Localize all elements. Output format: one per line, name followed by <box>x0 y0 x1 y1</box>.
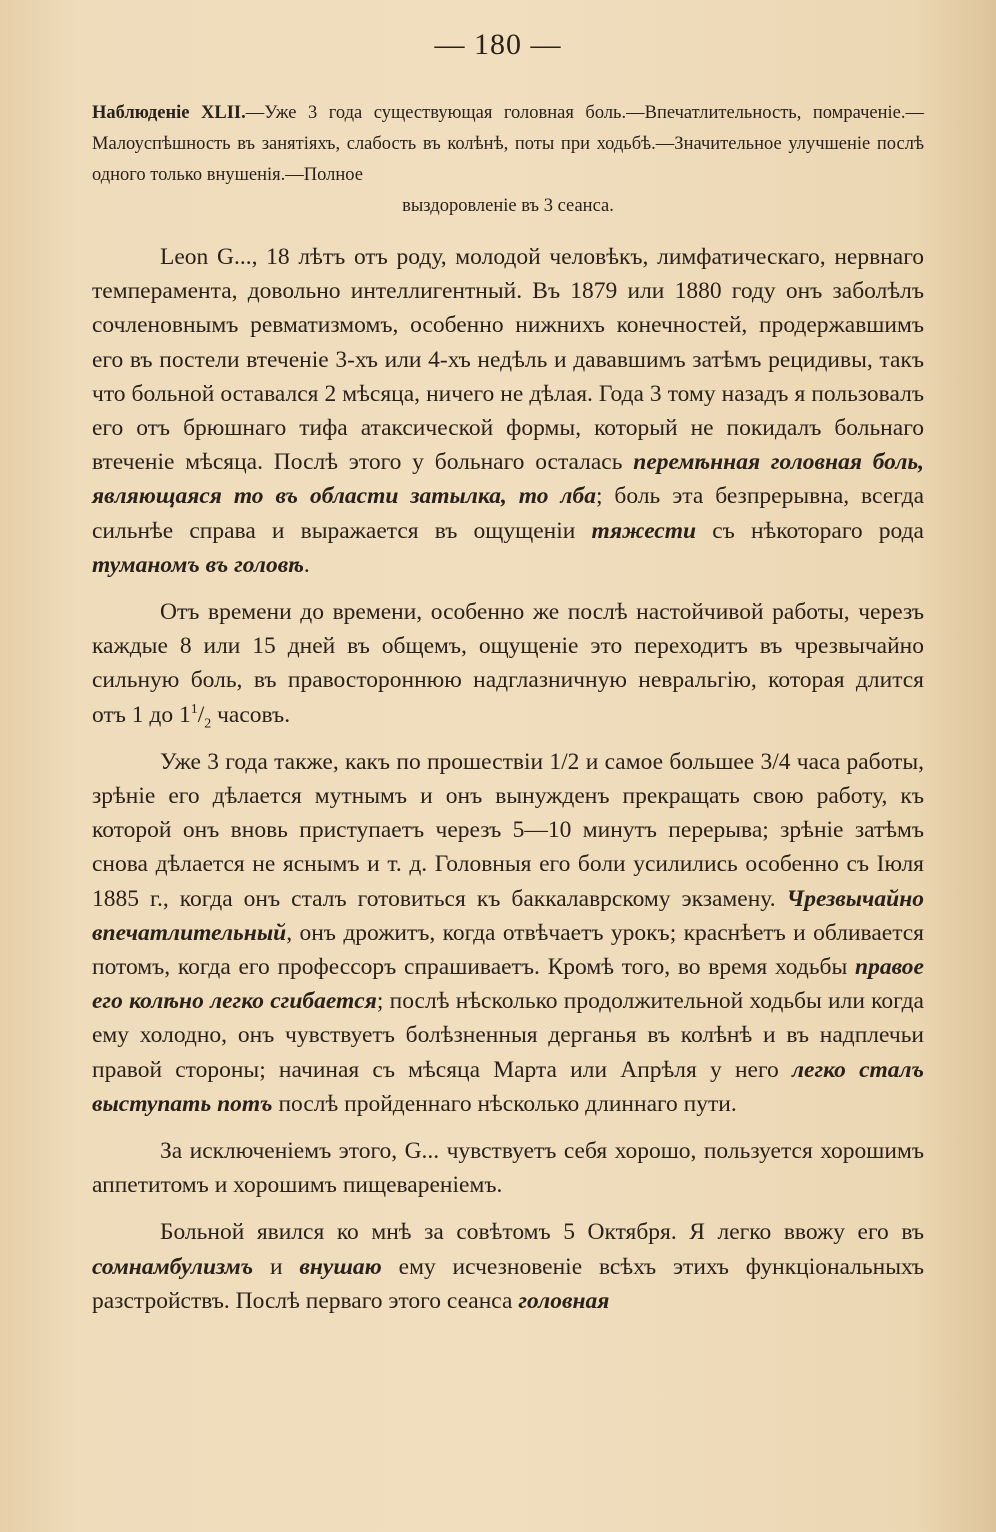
paragraph-text: ; боль эта безпрерывна, всегда сильнѣе справа и выражается въ ощущеніи <box>92 483 925 544</box>
paragraph-text: . <box>303 551 310 578</box>
italic-phrase: легко сталъ выступать потъ <box>92 1056 924 1117</box>
paragraph-text: , онъ дрожитъ, когда отвѣчаетъ урокъ; краснѣетъ и обливается потомъ, когда его профессоръ спрашиваетъ. Кромѣ того, во время ходьбы <box>92 919 924 981</box>
paragraph-text: и самое большее <box>579 748 761 775</box>
paragraph-1 <box>92 240 924 582</box>
paragraph-text: и <box>253 1253 300 1280</box>
paragraph-text: послѣ пройденнаго нѣсколько длиннаго пути. <box>272 1090 737 1117</box>
paragraph-text: часовъ. <box>211 701 291 728</box>
page-number: — 180 — <box>434 28 562 61</box>
observation-heading: Наблюденіе XLII. <box>92 103 246 123</box>
paragraph-2: Отъ времени до времени, особенно же послѣ настойчивой работы, черезъ каждые 8 или 15 дней въ общемъ, ощущеніе это переходитъ въ чрезвычайно сильную боль, въ правостороннюю надглазничную невральгію, которая длится отъ 1 до $1^1/_2$ часовъ. <box>92 599 924 732</box>
paragraph-text: Leon G..., 18 лѣтъ отъ роду, молодой человѣкъ, лимфатическаго, нервнаго темперамента, довольно интеллигентный. Въ 1879 или 1880 году онъ заболѣлъ сочленовнымъ ревматизмомъ, особенно нижнихъ конечностей, продержавшимъ его въ постели втеченіе 3-хъ или 4-хъ недѣль и дававшимъ затѣмъ рецидивы, такъ что больной оставался 2 мѣсяца, ничего не дѣлая. Года 3 тому назадъ я пользовалъ его отъ брюшнаго тифа атаксической формы, который не покидалъ больнаго втеченіе мѣсяца. Послѣ этого у больнаго осталась <box>92 244 924 476</box>
observation-summary <box>92 98 924 222</box>
italic-phrase: головная <box>518 1287 610 1314</box>
paragraph-4: За исключеніемъ этого, G... чувствуетъ себя хорошо, пользуется хорошимъ аппетитомъ и хорошимъ пищевареніемъ. <box>92 1138 924 1199</box>
paragraph-3 <box>92 745 924 1121</box>
fraction: 3/4 <box>760 748 791 775</box>
fraction-denominator: 2 <box>204 716 212 732</box>
paragraph-text: Больной явился ко мнѣ за совѣтомъ 5 Октября. Я легко ввожу его въ <box>160 1219 924 1246</box>
summary-last-line: выздоровленіе въ 3 сеанса. <box>402 196 614 216</box>
summary-text: —Уже 3 года существующая головная боль.—Впечатлительность, помраченіе.—Малоуспѣшность въ занятіяхъ, слабость въ колѣнѣ, поты при ходьбѣ.—Значительное улучшеніе послѣ одного только внушенія.—Полное <box>92 103 924 185</box>
fraction: 1/2 <box>549 748 580 775</box>
paragraph-text: ему исчезновеніе всѣхъ этихъ функціональныхъ разстройствъ. Послѣ перваго этого сеанса <box>92 1253 925 1314</box>
italic-phrase: правое его колѣно легко сгибается <box>92 954 924 1015</box>
italic-phrase: тяжести <box>591 517 697 544</box>
paragraph-text: Уже 3 года также, какъ по прошествіи <box>160 748 550 775</box>
paragraph-text: ; послѣ нѣсколько продолжительной ходьбы или когда ему холодно, онъ чувствуетъ болѣзненныя дерганья въ колѣнѣ и въ надплечьи правой стороны; начиная съ мѣсяца Марта или Апрѣля у него <box>92 988 924 1083</box>
fraction-numerator: 1 <box>190 701 198 717</box>
italic-phrase: сомнамбулизмъ <box>92 1253 254 1280</box>
paragraph-text: Отъ времени до времени, особенно же послѣ настойчивой работы, черезъ каждые 8 или 15 дней въ общемъ, ощущеніе это переходитъ въ чрезвычайно сильную боль, въ правостороннюю надглазничную невральгію, которая длится отъ 1 до 1 <box>92 599 924 728</box>
body-text <box>92 240 924 1331</box>
paragraph-text: часа работы, зрѣніе его дѣлается мутнымъ и онъ вынужденъ прекращать свою работу, къ которой онъ вновь приступаетъ черезъ 5—10 минутъ перерыва; зрѣніе затѣмъ снова дѣлается не яснымъ и т. д. Головныя его боли усилились особенно съ Іюля 1885 г., когда онъ сталъ готовиться къ баккалаврскому экзамену. <box>92 748 924 912</box>
italic-phrase: туманомъ въ головѣ <box>92 551 304 578</box>
italic-phrase: перемѣнная головная боль, являющаяся то въ области затылка, то лба <box>92 449 924 510</box>
italic-phrase: внушаю <box>299 1253 382 1280</box>
paragraph-text: съ нѣкотораго рода <box>696 517 924 544</box>
paragraph-5 <box>92 1215 924 1318</box>
italic-phrase: Чрезвычайно впечатлительный <box>92 885 924 946</box>
